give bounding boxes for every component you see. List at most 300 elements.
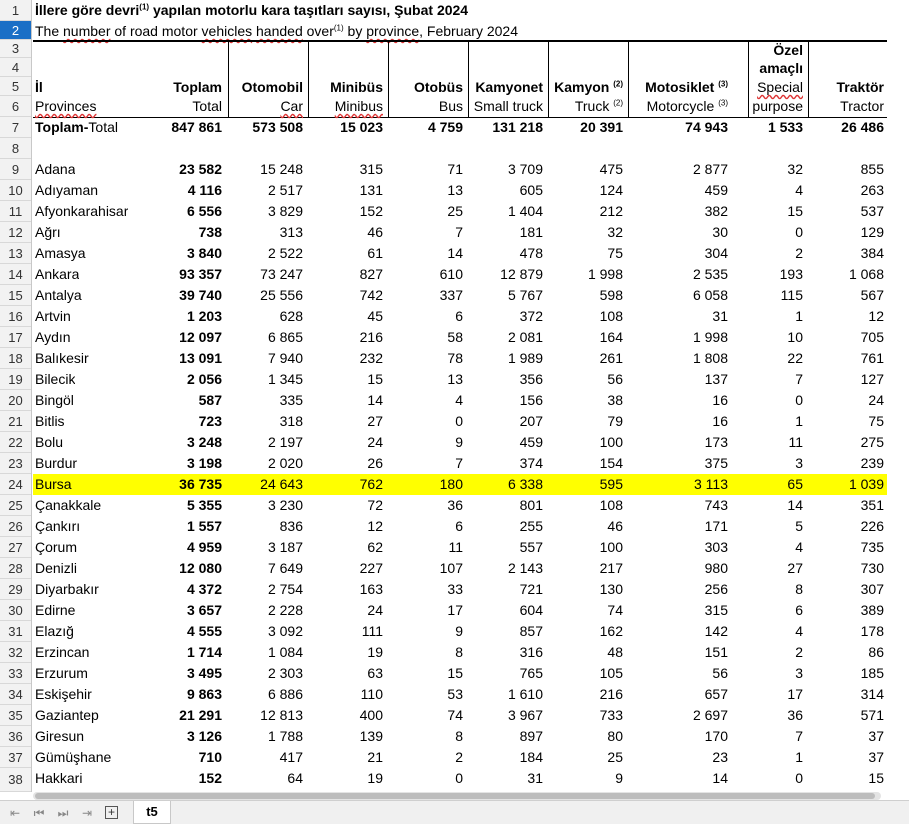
table-cell: 8 <box>455 644 463 660</box>
row-header-column[interactable] <box>0 0 32 792</box>
table-cell: 4 <box>795 539 803 555</box>
table-cell: 15 248 <box>260 161 303 177</box>
table-cell: 108 <box>599 308 623 324</box>
table-cell: 108 <box>599 497 623 513</box>
header-car: Car <box>280 98 303 114</box>
table-cell: 263 <box>860 182 884 198</box>
row-number[interactable]: 36 <box>0 726 31 747</box>
table-cell: 86 <box>868 644 884 660</box>
row-number[interactable]: 18 <box>0 348 31 369</box>
table-cell: 3 <box>795 455 803 471</box>
table-cell: 1 808 <box>692 350 728 366</box>
row-number[interactable]: 2 <box>0 21 31 40</box>
table-cell: 53 <box>447 686 463 702</box>
table-cell: 855 <box>860 161 884 177</box>
table-cell: 46 <box>367 224 383 240</box>
table-cell: 178 <box>860 623 884 639</box>
table-cell: 16 <box>712 392 728 408</box>
row-number[interactable]: 15 <box>0 285 31 306</box>
table-cell: 3 967 <box>507 707 543 723</box>
table-cell: 571 <box>860 707 884 723</box>
province-name: Ankara <box>35 266 80 282</box>
table-cell: 75 <box>868 413 884 429</box>
table-cell: 1 345 <box>267 371 303 387</box>
table-cell: 3 248 <box>186 434 222 450</box>
table-cell: 216 <box>599 686 623 702</box>
table-cell: 628 <box>279 308 303 324</box>
row-number[interactable]: 37 <box>0 747 31 768</box>
table-cell: 417 <box>279 749 303 765</box>
table-cell: 836 <box>279 518 303 534</box>
table-cell: 58 <box>447 329 463 345</box>
title-en-part: , February 2024 <box>419 23 518 39</box>
title-turkish-main: İllere göre devri <box>35 2 140 18</box>
table-cell: 5 <box>795 518 803 534</box>
province-name: Diyarbakır <box>35 581 99 597</box>
table-cell: 1 788 <box>267 728 303 744</box>
table-cell: 1 557 <box>186 518 222 534</box>
table-cell: 1 039 <box>848 476 884 492</box>
table-cell: 2 517 <box>267 182 303 198</box>
table-cell: 110 <box>360 686 383 702</box>
table-cell: 316 <box>519 644 543 660</box>
table-cell: 21 291 <box>179 707 222 723</box>
table-cell: 129 <box>860 224 884 240</box>
header-bus: Bus <box>438 98 463 114</box>
table-cell: 142 <box>704 623 728 639</box>
table-cell: 723 <box>198 413 222 429</box>
table-cell: 3 230 <box>267 497 303 513</box>
table-cell: 7 <box>795 371 803 387</box>
header-motosiklet-footnote: (3) <box>718 79 728 89</box>
table-cell: 2 877 <box>692 161 728 177</box>
table-cell: 151 <box>704 644 728 660</box>
sheet-tab-bar <box>0 800 909 824</box>
table-cell: 1 998 <box>692 329 728 345</box>
title-en-part: of road motor <box>110 23 202 39</box>
table-cell: 24 643 <box>260 476 303 492</box>
prev-sheet-icon[interactable]: ⏮ <box>33 806 45 820</box>
table-cell: 13 <box>447 182 463 198</box>
table-cell: 93 357 <box>179 266 222 282</box>
table-cell: 26 <box>367 455 383 471</box>
table-cell: 6 058 <box>692 287 728 303</box>
row-number[interactable]: 17 <box>0 327 31 348</box>
table-cell: 3 829 <box>267 203 303 219</box>
table-cell: 181 <box>519 224 543 240</box>
table-cell: 15 <box>447 665 463 681</box>
title-en-word: number <box>63 23 111 39</box>
province-name: Eskişehir <box>35 686 92 702</box>
table-cell: 351 <box>860 497 884 513</box>
header-special: Special <box>757 79 803 95</box>
title-en-footnote: (1) <box>333 23 344 33</box>
table-cell: 5 767 <box>507 287 543 303</box>
table-cell: 17 <box>787 686 803 702</box>
table-cell: 2 228 <box>267 602 303 618</box>
table-cell: 14 <box>367 392 383 408</box>
table-cell: 730 <box>860 560 884 576</box>
table-cell: 23 582 <box>179 161 222 177</box>
table-cell: 3 495 <box>186 665 222 681</box>
table-cell: 13 <box>447 371 463 387</box>
table-cell: 232 <box>359 350 383 366</box>
table-cell: 24 <box>367 602 383 618</box>
table-cell: 304 <box>704 245 728 261</box>
province-name: Aydın <box>35 329 71 345</box>
table-cell: 897 <box>519 728 543 744</box>
table-cell: 1 989 <box>507 350 543 366</box>
header-truck-label: Truck <box>574 98 610 114</box>
header-motorcycle-label: Motorcycle <box>646 98 715 114</box>
table-cell: 537 <box>860 203 884 219</box>
header-minibus-en: Minibus <box>334 98 383 114</box>
table-cell: 46 <box>607 518 623 534</box>
table-cell: 8 <box>455 728 463 744</box>
table-cell: 152 <box>198 770 222 786</box>
province-name: Burdur <box>35 455 78 471</box>
table-cell: 164 <box>599 329 623 345</box>
table-cell: 6 <box>455 518 463 534</box>
row-number[interactable]: 12 <box>0 222 31 243</box>
table-cell: 2 <box>455 749 463 765</box>
table-cell: 315 <box>359 161 383 177</box>
table-cell: 131 <box>359 182 383 198</box>
table-cell: 14 <box>787 497 803 513</box>
header-tractor: Tractor <box>840 98 884 114</box>
header-truck <box>548 96 623 117</box>
header-toplam: Toplam <box>173 79 222 95</box>
table-cell: 130 <box>599 581 623 597</box>
row-number[interactable]: 19 <box>0 369 31 390</box>
row-number[interactable]: 24 <box>0 474 31 495</box>
title-english <box>35 21 518 42</box>
table-cell: 12 813 <box>260 707 303 723</box>
header-kamyon <box>548 77 623 98</box>
table-cell: 8 <box>795 581 803 597</box>
table-cell: 9 <box>455 434 463 450</box>
table-cell: 14 <box>447 245 463 261</box>
table-cell: 71 <box>447 161 463 177</box>
table-cell: 12 <box>868 308 884 324</box>
table-cell: 2 197 <box>267 434 303 450</box>
table-cell: 743 <box>704 497 728 513</box>
table-cell: 36 <box>787 707 803 723</box>
row-number[interactable]: 11 <box>0 201 31 222</box>
table-cell: 3 840 <box>186 245 222 261</box>
table-cell: 6 338 <box>507 476 543 492</box>
table-cell: 3 709 <box>507 161 543 177</box>
table-cell: 6 865 <box>267 329 303 345</box>
table-cell: 1 404 <box>507 203 543 219</box>
province-name: Bitlis <box>35 413 65 429</box>
table-cell: 4 372 <box>186 581 222 597</box>
table-cell: 0 <box>455 413 463 429</box>
row-number[interactable]: 26 <box>0 516 31 537</box>
table-cell: 4 555 <box>186 623 222 639</box>
totals-cell: 26 486 <box>841 119 884 135</box>
table-cell: 13 091 <box>179 350 222 366</box>
row-number[interactable]: 9 <box>0 159 31 180</box>
table-cell: 24 <box>868 392 884 408</box>
table-cell: 163 <box>359 581 383 597</box>
table-cell: 7 <box>455 224 463 240</box>
table-cell: 170 <box>704 728 728 744</box>
row-number[interactable]: 22 <box>0 432 31 453</box>
table-cell: 705 <box>860 329 884 345</box>
province-name: Elazığ <box>35 623 74 639</box>
table-cell: 152 <box>359 203 383 219</box>
header-il: İl <box>35 79 43 95</box>
table-cell: 2 303 <box>267 665 303 681</box>
row-number[interactable]: 8 <box>0 138 31 159</box>
table-cell: 32 <box>787 161 803 177</box>
add-sheet-icon[interactable]: + <box>105 806 118 819</box>
last-sheet-icon[interactable]: ⇥ <box>81 806 93 820</box>
table-cell: 761 <box>860 350 884 366</box>
table-cell: 0 <box>795 770 803 786</box>
table-cell: 173 <box>704 434 728 450</box>
row-number[interactable]: 38 <box>0 768 31 792</box>
title-turkish <box>35 0 468 21</box>
table-cell: 127 <box>860 371 884 387</box>
row-number[interactable]: 32 <box>0 642 31 663</box>
province-name: Artvin <box>35 308 71 324</box>
table-cell: 27 <box>787 560 803 576</box>
table-cell: 314 <box>860 686 884 702</box>
row-number[interactable]: 6 <box>0 96 31 117</box>
table-cell: 21 <box>367 749 383 765</box>
table-cell: 156 <box>519 392 543 408</box>
header-otomobil: Otomobil <box>241 79 303 95</box>
table-cell: 1 084 <box>267 644 303 660</box>
table-cell: 735 <box>860 539 884 555</box>
table-cell: 335 <box>279 392 303 408</box>
table-cell: 374 <box>519 455 543 471</box>
table-cell: 5 355 <box>186 497 222 513</box>
table-cell: 1 998 <box>587 266 623 282</box>
table-cell: 275 <box>860 434 884 450</box>
table-cell: 307 <box>860 581 884 597</box>
table-cell: 1 <box>795 749 803 765</box>
table-cell: 16 <box>712 413 728 429</box>
table-cell: 45 <box>367 308 383 324</box>
province-name: Erzurum <box>35 665 88 681</box>
table-cell: 7 <box>795 728 803 744</box>
table-cell: 801 <box>519 497 543 513</box>
row-number[interactable]: 14 <box>0 264 31 285</box>
table-cell: 100 <box>599 434 623 450</box>
header-ozel: Özel <box>773 42 803 58</box>
first-sheet-icon[interactable]: ⇤ <box>9 806 21 820</box>
table-cell: 12 879 <box>500 266 543 282</box>
table-cell: 11 <box>448 539 463 555</box>
row-number[interactable]: 34 <box>0 684 31 705</box>
table-cell: 15 <box>787 203 803 219</box>
table-cell: 30 <box>712 224 728 240</box>
table-cell: 6 556 <box>186 203 222 219</box>
table-cell: 36 735 <box>179 476 222 492</box>
header-motosiklet-label: Motosiklet <box>645 79 715 95</box>
table-cell: 0 <box>455 770 463 786</box>
table-cell: 6 886 <box>267 686 303 702</box>
header-truck-footnote: (2) <box>613 98 623 108</box>
row-number[interactable]: 27 <box>0 537 31 558</box>
table-cell: 212 <box>599 203 623 219</box>
header-motorcycle <box>628 96 728 117</box>
row-number[interactable]: 30 <box>0 600 31 621</box>
table-cell: 14 <box>712 770 728 786</box>
province-name: Denizli <box>35 560 78 576</box>
table-cell: 3 092 <box>267 623 303 639</box>
totals-cell: 20 391 <box>580 119 623 135</box>
table-cell: 827 <box>359 266 383 282</box>
province-name: Ağrı <box>35 224 61 240</box>
table-cell: 255 <box>519 518 543 534</box>
table-cell: 31 <box>527 770 543 786</box>
row-number[interactable]: 35 <box>0 705 31 726</box>
header-otobus: Otobüs <box>414 79 463 95</box>
table-cell: 459 <box>704 182 728 198</box>
row-number[interactable]: 20 <box>0 390 31 411</box>
row-number[interactable]: 21 <box>0 411 31 432</box>
table-cell: 3 198 <box>186 455 222 471</box>
table-cell: 1 714 <box>186 644 222 660</box>
table-cell: 23 <box>712 749 728 765</box>
table-cell: 139 <box>359 728 383 744</box>
table-cell: 185 <box>860 665 884 681</box>
table-cell: 239 <box>860 455 884 471</box>
table-cell: 3 126 <box>186 728 222 744</box>
table-cell: 733 <box>599 707 623 723</box>
horizontal-scrollbar[interactable] <box>33 792 881 800</box>
row-number[interactable]: 28 <box>0 558 31 579</box>
table-cell: 567 <box>860 287 884 303</box>
table-cell: 2 081 <box>507 329 543 345</box>
right-margin <box>887 40 909 792</box>
header-provinces: Provinces <box>35 98 97 114</box>
table-cell: 15 <box>868 770 884 786</box>
row-number[interactable]: 16 <box>0 306 31 327</box>
table-cell: 63 <box>367 665 383 681</box>
table-cell: 19 <box>367 644 383 660</box>
table-cell: 738 <box>198 224 222 240</box>
table-cell: 107 <box>439 560 463 576</box>
table-cell: 4 <box>795 623 803 639</box>
province-name: Gümüşhane <box>35 749 112 765</box>
table-cell: 4 116 <box>187 182 222 198</box>
row-number[interactable]: 10 <box>0 180 31 201</box>
province-name: Amasya <box>35 245 86 261</box>
table-cell: 356 <box>519 371 543 387</box>
row-number[interactable]: 13 <box>0 243 31 264</box>
header-kamyonet: Kamyonet <box>475 79 543 95</box>
table-cell: 3 113 <box>694 476 728 492</box>
table-cell: 318 <box>279 413 303 429</box>
next-sheet-icon[interactable]: ⏭ <box>57 806 69 820</box>
table-cell: 595 <box>599 476 623 492</box>
table-cell: 226 <box>860 518 884 534</box>
table-cell: 17 <box>447 602 463 618</box>
horizontal-scrollbar-thumb[interactable] <box>35 793 875 799</box>
table-cell: 382 <box>704 203 728 219</box>
header-motorcycle-footnote: (3) <box>718 98 728 108</box>
table-cell: 375 <box>704 455 728 471</box>
row-number[interactable]: 31 <box>0 621 31 642</box>
table-cell: 2 522 <box>267 245 303 261</box>
table-cell: 38 <box>607 392 623 408</box>
row-number[interactable]: 29 <box>0 579 31 600</box>
header-minibus: Minibüs <box>330 79 383 95</box>
row-number[interactable]: 1 <box>0 0 31 21</box>
table-cell: 256 <box>704 581 728 597</box>
table-cell: 15 <box>367 371 383 387</box>
sheet-tab-t5[interactable]: t5 <box>133 801 171 824</box>
table-cell: 62 <box>367 539 383 555</box>
table-cell: 478 <box>519 245 543 261</box>
row-number[interactable]: 33 <box>0 663 31 684</box>
table-cell: 61 <box>367 245 383 261</box>
title-turkish-footnote: (1) <box>139 2 150 12</box>
table-cell: 0 <box>795 392 803 408</box>
table-cell: 171 <box>704 518 728 534</box>
table-cell: 857 <box>519 623 543 639</box>
table-cell: 48 <box>607 644 623 660</box>
table-cell: 105 <box>599 665 623 681</box>
header-motosiklet <box>628 77 728 98</box>
table-cell: 100 <box>599 539 623 555</box>
table-cell: 4 <box>455 392 463 408</box>
row-number[interactable]: 25 <box>0 495 31 516</box>
table-cell: 475 <box>599 161 623 177</box>
table-cell: 124 <box>599 182 623 198</box>
title-turkish-rest: yapılan motorlu kara taşıtları sayısı, Şubat 2024 <box>149 2 469 18</box>
totals-label <box>35 117 118 138</box>
table-cell: 33 <box>447 581 463 597</box>
table-cell: 79 <box>607 413 623 429</box>
table-cell: 598 <box>599 287 623 303</box>
table-cell: 2 056 <box>186 371 222 387</box>
row-number[interactable]: 23 <box>0 453 31 474</box>
table-cell: 11 <box>788 434 803 450</box>
header-amacli: amaçlı <box>759 60 803 76</box>
table-cell: 2 535 <box>692 266 728 282</box>
row-number[interactable]: 4 <box>0 58 31 77</box>
table-cell: 9 863 <box>186 686 222 702</box>
totals-label-tr: Toplam- <box>35 119 89 135</box>
province-name: Adıyaman <box>35 182 99 198</box>
row-number[interactable]: 7 <box>0 117 31 138</box>
table-cell: 303 <box>704 539 728 555</box>
table-cell: 2 143 <box>507 560 543 576</box>
row-number[interactable]: 5 <box>0 77 31 96</box>
table-cell: 32 <box>607 224 623 240</box>
table-cell: 12 097 <box>179 329 222 345</box>
table-cell: 6 <box>455 308 463 324</box>
table-cell: 217 <box>599 560 623 576</box>
province-name: Bursa <box>35 476 72 492</box>
table-cell: 22 <box>787 350 803 366</box>
province-name: Bolu <box>35 434 64 450</box>
table-cell: 337 <box>439 287 463 303</box>
table-cell: 25 <box>447 203 463 219</box>
table-cell: 372 <box>519 308 543 324</box>
totals-cell: 1 533 <box>767 119 803 135</box>
row-number[interactable]: 3 <box>0 40 31 58</box>
table-cell: 2 020 <box>267 455 303 471</box>
table-cell: 19 <box>367 770 383 786</box>
table-cell: 80 <box>607 728 623 744</box>
